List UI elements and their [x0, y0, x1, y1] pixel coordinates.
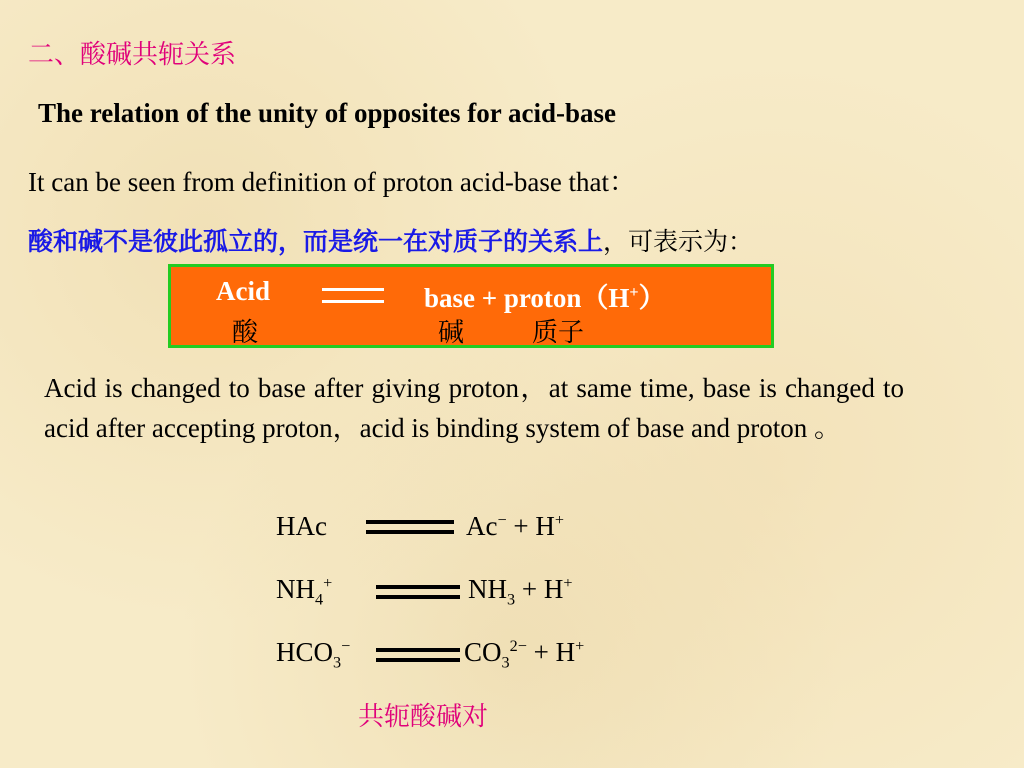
intro-text: It can be seen from definition of proton acid-base that： — [28, 167, 637, 197]
eq3-left: $HCO_3^-$ — [276, 637, 351, 672]
explanation-paragraph: Acid is changed to base after giving proton，at same time, base is changed to acid after accepting proton，acid is binding system of base and proton 。 — [44, 373, 904, 443]
conjugate-pair-label: 共轭酸碱对 — [358, 702, 489, 732]
section-heading: 二、酸碱共轭关系 — [28, 40, 237, 70]
chinese-statement — [28, 222, 753, 258]
eq3-equilibrium-sign — [376, 648, 460, 662]
eq2-left: $NH_4^+$ — [276, 574, 333, 609]
eq2-equilibrium-sign — [376, 585, 460, 599]
eq2-right: $NH_3 + H^+$ — [468, 574, 573, 609]
eq1-right: Ac− + H+ — [466, 511, 564, 541]
box-acid-cn: 酸 — [232, 318, 259, 348]
slide-subtitle: The relation of the unity of opposites for acid-base — [38, 98, 617, 128]
chinese-tail: ，可表示为： — [603, 227, 754, 256]
box-equilibrium-sign — [322, 288, 384, 306]
eq3-right: $CO_3^{2-} + H^+$ — [464, 637, 585, 672]
eq1-equilibrium-sign — [366, 520, 454, 534]
box-base-cn: 碱 — [438, 318, 465, 348]
eq1-left: HAc — [276, 511, 327, 541]
box-base-proton-label: base + proton（H+） — [424, 283, 666, 313]
box-proton-cn: 质子 — [532, 318, 585, 348]
chinese-emphasis: 酸和碱不是彼此孤立的，而是统一在对质子的关系上 — [28, 227, 604, 256]
box-acid-label: Acid — [216, 276, 270, 306]
